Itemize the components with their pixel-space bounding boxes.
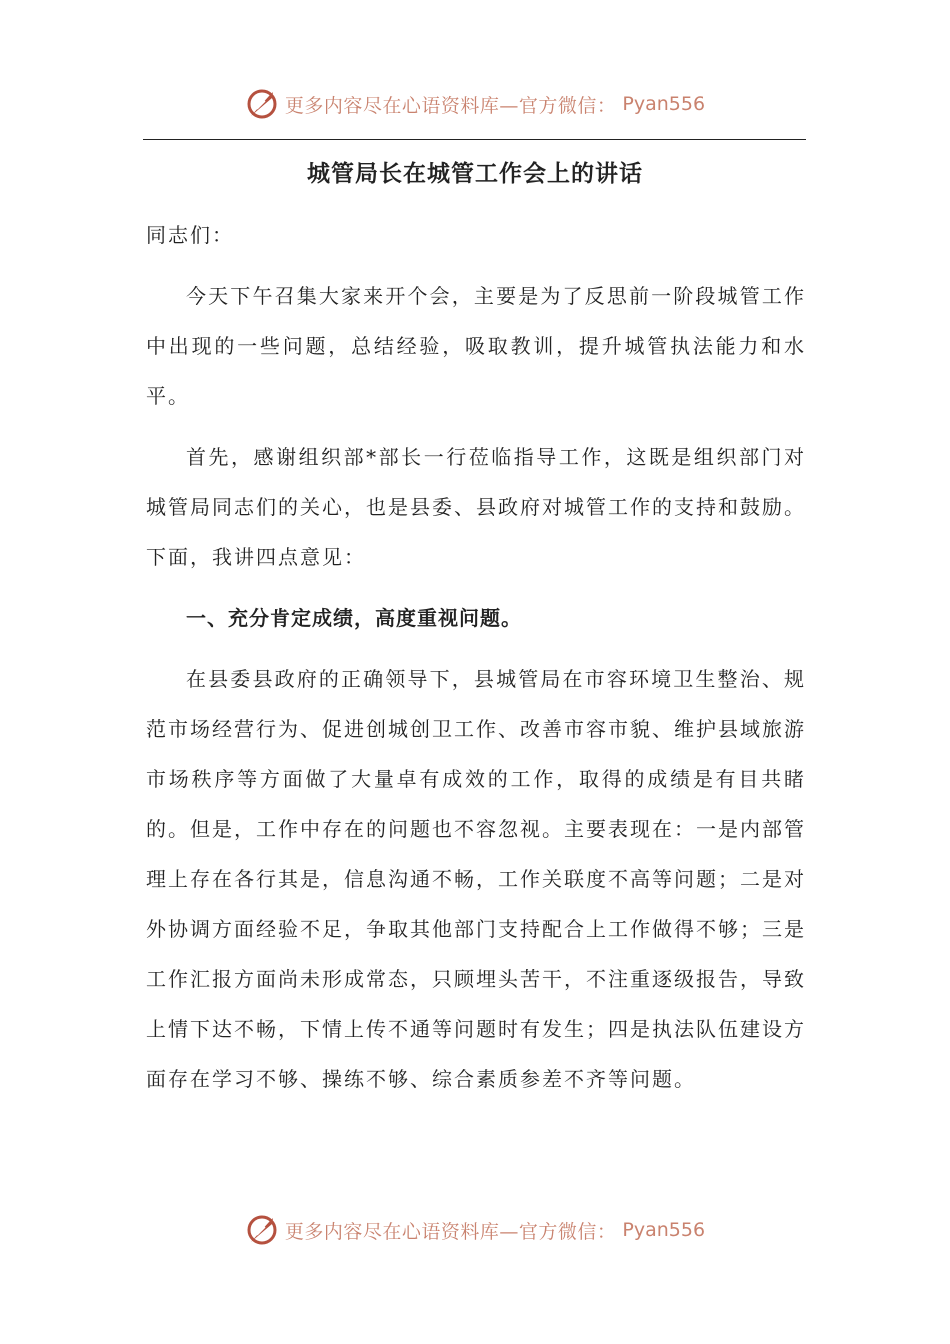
salutation: 同志们： <box>146 223 234 247</box>
paragraph: 在县委县政府的正确领导下，县城管局在市容环境卫生整治、规范市场经营行为、促进创城创卫工作、改善市容市貌、维护县域旅游市场秩序等方面做了大量卓有成效的工作，取得的成绩是有目共睹的。但是，工作中存在的问题也不容忽视。主要表现在：一是内部管理上存在各行其是，信息沟通不畅，工作关联度不高等问题；二是对外协调方面经验不足，争取其他部门支持配合上工作做得不够；三是工作汇报方面尚未形成常态，只顾埋头苦干，不注重逐级报告，导致上情下达不畅，下情上传不通等问题时有发生；四是执法队伍建设方面存在学习不够、操练不够、综合素质参差不齐等问题。 <box>146 667 806 1091</box>
banner-wechat-id: Pyan556 <box>622 1219 706 1241</box>
header-divider <box>143 139 806 140</box>
section-heading: 一、充分肯定成绩，高度重视问题。 <box>186 606 522 630</box>
header-banner <box>0 84 950 124</box>
document-title: 城管局长在城管工作会上的讲话 <box>307 160 643 187</box>
banner-text: 更多内容尽在心语资料库—官方微信： <box>284 1220 617 1243</box>
banner-text: 更多内容尽在心语资料库—官方微信： <box>284 94 617 117</box>
quill-logo-icon <box>245 87 279 121</box>
banner-wechat-id: Pyan556 <box>622 93 706 115</box>
footer-banner <box>0 1210 950 1250</box>
paragraph: 首先，感谢组织部*部长一行莅临指导工作，这既是组织部门对城管局同志们的关心，也是县委、县政府对城管工作的支持和鼓励。下面，我讲四点意见： <box>146 445 806 569</box>
document-body <box>146 210 806 1115</box>
paragraph: 今天下午召集大家来开个会，主要是为了反思前一阶段城管工作中出现的一些问题，总结经验，吸取教训，提升城管执法能力和水平。 <box>146 284 806 408</box>
quill-logo-icon <box>245 1213 279 1247</box>
